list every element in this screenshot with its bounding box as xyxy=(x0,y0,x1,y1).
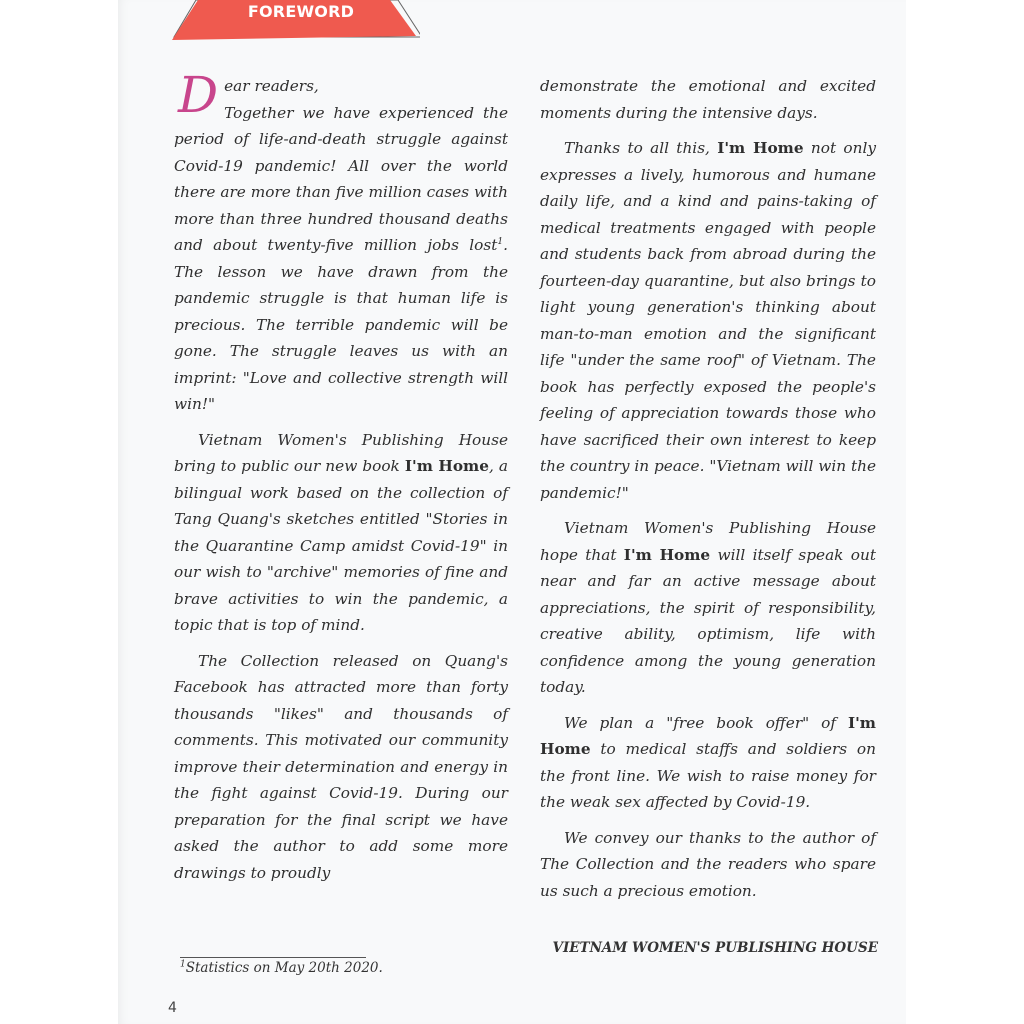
paragraph-text: We plan a "free book offer" of xyxy=(564,713,848,732)
paragraph-text: Together we have experienced the period of life-and-death struggle against Covid-19 pandemic! All over the world there are more than five million cases with more than three hundred thousand deaths and about twenty-five million jobs lost xyxy=(174,103,508,254)
section-banner xyxy=(170,0,420,44)
paragraph-text: not only expresses a lively, humorous and humane daily life, and a kind and pains-taking of medical treatments engaged with people and students back from abroad during the fourteen-day quarantine, but also brings to light young generation's thinking about man-to-man emotion and the significant life "under the same roof" of Vietnam. The book has perfectly exposed the people's feeling of appreciation towards those who have sacrificed their own interest to keep the country in peace. "Vietnam will win the pandemic!" xyxy=(540,139,876,502)
salutation-paragraph xyxy=(174,66,508,418)
section-title: FOREWORD xyxy=(247,2,355,21)
footnote-divider xyxy=(180,957,366,958)
right-column xyxy=(540,73,876,904)
paragraph-text: to medical staffs and soldiers on the front line. We wish to raise money for the weak sex affected by Covid-19. xyxy=(540,740,876,811)
paragraph xyxy=(540,73,876,126)
paragraph-text: The Collection released on Quang's Facebook has attracted more than forty thousands "likes" and thousands of comments. This motivated our community improve their determination and energy in the fight against Covid-19. During our preparation for the final script we have asked the author to add some more drawings to proudly xyxy=(174,651,508,882)
paragraph-text: will itself speak out near and far an active message about appreciations, the spirit of responsibility, creative ability, optimism, life with confidence among the young generation today. xyxy=(540,545,876,696)
paragraph xyxy=(540,825,876,905)
salutation: ear readers, xyxy=(224,77,319,95)
book-title: I'm Home xyxy=(717,139,804,157)
footnote-ref: 1 xyxy=(497,236,504,247)
paragraph-text: Thanks to all this, xyxy=(564,139,718,157)
paragraph-text: Vietnam Women's Publishing House hope that xyxy=(540,519,876,564)
paragraph xyxy=(174,427,508,639)
page-number: 4 xyxy=(168,1000,177,1016)
book-title: I'm Home xyxy=(623,545,711,564)
paragraph-text: . The lesson we have drawn from the pandemic struggle is that human life is precious. The terrible pandemic will be gone. The struggle leaves us with an imprint: "Love and collective strength will win!" xyxy=(174,236,508,413)
paragraph-text: Vietnam Women's Publishing House bring to public our new book xyxy=(174,430,508,475)
left-column xyxy=(174,66,508,886)
footnote-mark: 1 xyxy=(180,959,186,970)
drop-cap: D xyxy=(178,66,219,124)
paragraph-text: demonstrate the emotional and excited moments during the intensive days. xyxy=(540,77,876,122)
paragraph xyxy=(540,515,876,701)
book-page xyxy=(118,0,906,1024)
paragraph xyxy=(540,135,876,506)
footnote-text: Statistics on May 20th 2020. xyxy=(185,960,383,976)
paragraph xyxy=(540,710,876,816)
book-title: I'm Home xyxy=(540,713,876,758)
signature: VIETNAM WOMEN'S PUBLISHING HOUSE xyxy=(552,940,878,956)
paragraph-text: , a bilingual work based on the collection of Tang Quang's sketches entitled "Stories in the Quarantine Camp amidst Covid-19" in our wish to "archive" memories of fine and brave activities to win the pandemic, a topic that is top of mind. xyxy=(174,457,508,634)
paragraph xyxy=(174,648,508,887)
book-title: I'm Home xyxy=(404,457,489,475)
footnote xyxy=(180,960,383,976)
paragraph-text: We convey our thanks to the author of The Collection and the readers who spare us such a precious emotion. xyxy=(540,828,876,900)
